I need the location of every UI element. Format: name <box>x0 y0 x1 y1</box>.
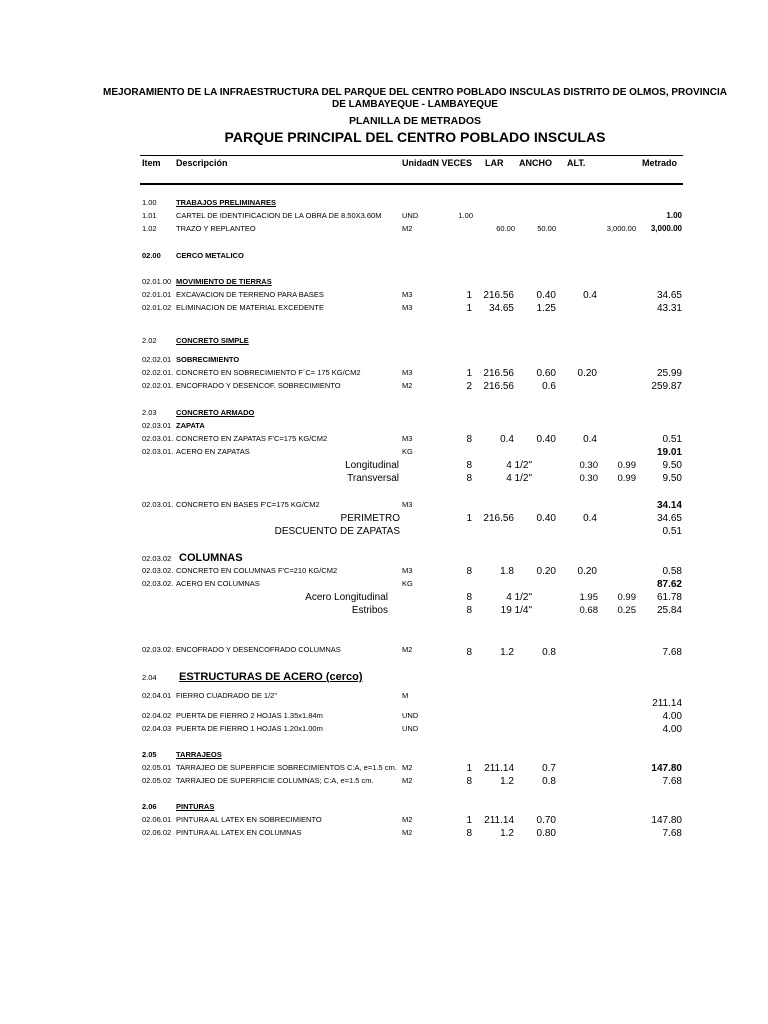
item-veces: 8 <box>466 647 472 658</box>
item-veces: 1 <box>466 763 472 774</box>
item-ancho: 0.40 <box>536 434 556 445</box>
item-description: EXCAVACION DE TERRENO PARA BASES <box>176 290 324 299</box>
item-alt: 0.4 <box>583 290 597 301</box>
item-lar: 60.00 <box>496 224 515 233</box>
item-description: CONCRETO EN SOBRECIMIENTO F´C= 175 KG/CM2 <box>176 368 361 377</box>
item-description: PINTURA AL LATEX EN SOBRECIMIENTO <box>176 815 322 824</box>
item-lar: 19 1/4" <box>500 605 532 616</box>
table-row <box>0 763 768 777</box>
item-alt: 0.30 <box>579 473 598 484</box>
item-metrado: 9.50 <box>662 460 682 471</box>
item-ancho: 0.8 <box>542 776 556 787</box>
item-ancho: 0.70 <box>536 815 556 826</box>
item-veces: 8 <box>466 460 472 471</box>
item-unit: M <box>402 691 409 700</box>
item-description: CONCRETO EN ZAPATAS F'C=175 KG/CM2 <box>176 434 328 443</box>
item-code: 02.06.02 <box>142 828 172 837</box>
item-metrado: 34.14 <box>656 500 682 511</box>
table-row <box>0 408 768 422</box>
section-title: CERCO METALICO <box>176 251 244 260</box>
document-subtitle: PLANILLA DE METRADOS <box>348 115 482 127</box>
item-partial: 0.25 <box>617 605 636 616</box>
item-ancho: 1.25 <box>536 303 556 314</box>
item-ancho: 0.20 <box>536 566 556 577</box>
item-metrado: 19.01 <box>656 447 682 458</box>
section-title: TARRAJEOS <box>176 750 222 759</box>
item-unit: M2 <box>402 763 413 772</box>
item-code: 02.03.01 <box>142 421 172 430</box>
item-code: 02.06.01 <box>142 815 172 824</box>
section-title: MOVIMIENTO DE TIERRAS <box>176 277 272 286</box>
item-code: 02.03.02. <box>142 645 174 654</box>
item-veces: 1 <box>466 303 472 314</box>
item-ancho: 0.60 <box>536 368 556 379</box>
item-unit: UND <box>402 711 419 720</box>
table-row <box>0 198 768 212</box>
item-metrado: 4.00 <box>662 711 682 722</box>
item-alt: 0.20 <box>577 368 597 379</box>
table-row <box>0 460 768 474</box>
item-unit: UND <box>402 211 419 220</box>
column-header-item: Item <box>142 158 161 168</box>
section-title: CONCRETO ARMADO <box>176 408 255 417</box>
table-row <box>0 711 768 725</box>
item-veces: 1 <box>466 290 472 301</box>
table-row <box>0 828 768 842</box>
item-unit: KG <box>402 579 413 588</box>
item-code: 02.01.00 <box>142 277 172 286</box>
item-code: 02.05.02 <box>142 776 172 785</box>
item-code: 02.03.01. <box>142 434 174 443</box>
item-metrado: 34.65 <box>656 290 682 301</box>
header-rule-top <box>140 155 683 156</box>
item-veces: 1.00 <box>458 211 473 220</box>
item-partial: 0.99 <box>617 460 636 471</box>
item-veces: 8 <box>466 434 472 445</box>
column-header-lar: LAR <box>485 158 504 168</box>
item-unit: M3 <box>402 290 413 299</box>
item-code: 02.02.01. <box>142 381 174 390</box>
item-description: ENCOFRADO Y DESENCOFRADO COLUMNAS <box>176 645 341 654</box>
item-alt: 0.4 <box>583 513 597 524</box>
item-description: PUERTA DE FIERRO 1 HOJAS 1.20x1.00m <box>176 724 323 733</box>
column-header-ancho: ANCHO <box>519 158 552 168</box>
table-row <box>0 211 768 225</box>
table-row <box>0 552 768 566</box>
item-description: ACERO EN COLUMNAS <box>176 579 260 588</box>
item-lar: 216.56 <box>483 381 514 392</box>
table-row <box>0 368 768 382</box>
item-code: 2.06 <box>142 802 157 811</box>
item-code: 2.02 <box>142 336 157 345</box>
item-description: CONCRETO EN BASES F'C=175 KG/CM2 <box>176 500 320 509</box>
item-veces: 8 <box>466 776 472 787</box>
item-lar: 211.14 <box>484 763 514 774</box>
subsection-title: COLUMNAS <box>179 552 243 564</box>
item-unit: M2 <box>402 224 413 233</box>
table-row <box>0 381 768 395</box>
item-metrado: 7.68 <box>662 647 682 658</box>
item-alt: 1.95 <box>579 592 598 603</box>
item-code: 02.04.01 <box>142 691 172 700</box>
column-header-descripcion: Descripción <box>176 158 228 168</box>
item-code: 2.04 <box>142 673 157 682</box>
item-lar: 0.4 <box>500 434 514 445</box>
item-unit: M3 <box>402 566 413 575</box>
table-row <box>0 513 768 527</box>
item-veces: 8 <box>466 473 472 484</box>
document-title-line2: DE LAMBAYEQUE - LAMBAYEQUE <box>332 99 498 110</box>
item-unit: M2 <box>402 776 413 785</box>
table-row <box>0 605 768 619</box>
item-description: PINTURA AL LATEX EN COLUMNAS <box>176 828 302 837</box>
item-code: 02.04.02 <box>142 711 172 720</box>
table-row <box>0 691 768 709</box>
item-code: 02.03.01. <box>142 500 174 509</box>
table-row <box>0 579 768 593</box>
table-row <box>0 421 768 435</box>
subsection-title: SOBRECIMIENTO <box>176 355 240 364</box>
item-metrado: 9.50 <box>662 473 682 484</box>
sub-item-label: PERIMETRO <box>340 513 400 524</box>
item-metrado: 259.87 <box>651 381 682 392</box>
table-row <box>0 750 768 764</box>
column-header-unidad-veces: UnidadN VECES <box>402 158 473 168</box>
sub-item-label: DESCUENTO DE ZAPATAS <box>274 526 400 537</box>
item-ancho: 0.6 <box>542 381 556 392</box>
item-lar: 4 1/2" <box>506 460 532 471</box>
table-row <box>0 447 768 461</box>
table-row <box>0 526 768 540</box>
item-ancho: 0.8 <box>542 647 556 658</box>
item-code: 1.02 <box>142 224 157 233</box>
item-veces: 8 <box>466 605 472 616</box>
item-unit: M3 <box>402 303 413 312</box>
item-metrado: 61.78 <box>656 592 682 603</box>
item-veces: 1 <box>466 368 472 379</box>
item-lar: 1.2 <box>500 776 514 787</box>
item-metrado: 147.80 <box>651 815 682 826</box>
item-veces: 8 <box>466 592 472 603</box>
item-metrado: 147.80 <box>651 763 682 774</box>
item-code: 1.00 <box>142 198 157 207</box>
item-unit: M3 <box>402 500 413 509</box>
item-veces: 1 <box>466 513 472 524</box>
item-ancho: 0.80 <box>536 828 556 839</box>
item-lar: 1.2 <box>500 828 514 839</box>
item-description: FIERRO CUADRADO DE 1/2" <box>176 691 278 700</box>
item-description: CONCRETO EN COLUMNAS F'C=210 KG/CM2 <box>176 566 338 575</box>
item-lar: 1.8 <box>500 566 514 577</box>
item-metrado: 211.14 <box>652 698 682 709</box>
table-row <box>0 724 768 738</box>
item-lar: 211.14 <box>484 815 514 826</box>
item-description: ACERO EN ZAPATAS <box>176 447 250 456</box>
item-code: 02.05.01 <box>142 763 172 772</box>
item-unit: M2 <box>402 381 413 390</box>
table-row <box>0 277 768 291</box>
item-ancho: 0.40 <box>536 290 556 301</box>
table-row <box>0 355 768 369</box>
header-rule-bottom <box>140 183 683 185</box>
item-veces: 1 <box>466 815 472 826</box>
sub-item-label: Longitudinal <box>345 460 399 471</box>
item-lar: 1.2 <box>500 647 514 658</box>
table-row <box>0 500 768 514</box>
item-metrado: 0.51 <box>662 434 682 445</box>
item-partial: 0.99 <box>617 473 636 484</box>
item-code: 02.00 <box>142 251 161 260</box>
item-metrado: 0.58 <box>662 566 682 577</box>
item-lar: 4 1/2" <box>506 473 532 484</box>
item-metrado: 43.31 <box>656 303 682 314</box>
section-title: ESTRUCTURAS DE ACERO (cerco) <box>179 671 363 683</box>
subsection-title: ZAPATA <box>176 421 205 430</box>
table-row <box>0 802 768 816</box>
table-row <box>0 592 768 606</box>
item-metrado: 0.51 <box>662 526 682 537</box>
sub-item-label: Acero Longitudinal <box>305 592 388 603</box>
item-description: TARRAJEO DE SUPERFICIE SOBRECIMIENTOS C:A, e=1.5 cm. <box>176 763 397 772</box>
item-lar: 216.56 <box>483 513 514 524</box>
table-row <box>0 224 768 238</box>
item-unit: M2 <box>402 828 413 837</box>
table-row <box>0 645 768 659</box>
item-unit: UND <box>402 724 419 733</box>
item-code: 02.03.01. <box>142 447 174 456</box>
table-row <box>0 566 768 580</box>
item-alt: 0.68 <box>579 605 598 616</box>
item-unit: M3 <box>402 368 413 377</box>
section-title: PINTURAS <box>176 802 215 811</box>
item-code: 02.02.01 <box>142 355 172 364</box>
item-metrado: 25.84 <box>656 605 682 616</box>
section-title: CONCRETO SIMPLE <box>176 336 249 345</box>
item-ancho: 0.40 <box>536 513 556 524</box>
item-veces: 8 <box>466 828 472 839</box>
item-code: 2.05 <box>142 750 157 759</box>
item-unit: M2 <box>402 815 413 824</box>
item-code: 02.01.02 <box>142 303 172 312</box>
item-lar: 216.56 <box>483 368 514 379</box>
item-metrado: 25.99 <box>656 368 682 379</box>
table-row <box>0 303 768 317</box>
item-code: 02.03.02. <box>142 566 174 575</box>
table-row <box>0 251 768 265</box>
item-description: ELIMINACION DE MATERIAL EXCEDENTE <box>176 303 324 312</box>
item-description: PUERTA DE FIERRO 2 HOJAS 1.35x1.84m <box>176 711 323 720</box>
item-metrado: 3,000.00 <box>650 224 682 233</box>
item-code: 02.03.02 <box>142 554 172 563</box>
item-ancho: 50.00 <box>537 224 556 233</box>
item-code: 1.01 <box>142 211 157 220</box>
item-code: 02.03.02. <box>142 579 174 588</box>
table-row <box>0 776 768 790</box>
table-row <box>0 336 768 350</box>
item-metrado: 1.00 <box>666 211 682 220</box>
item-lar: 4 1/2" <box>506 592 532 603</box>
table-row <box>0 434 768 448</box>
item-metrado: 7.68 <box>662 776 682 787</box>
item-code: 02.04.03 <box>142 724 172 733</box>
document-main-title: PARQUE PRINCIPAL DEL CENTRO POBLADO INSCULAS <box>224 129 606 145</box>
item-veces: 8 <box>466 566 472 577</box>
column-header-metrado: Metrado <box>642 158 678 168</box>
item-alt: 0.30 <box>579 460 598 471</box>
item-unit: M3 <box>402 434 413 443</box>
sub-item-label: Estribos <box>351 605 388 616</box>
item-metrado: 7.68 <box>662 828 682 839</box>
table-row <box>0 290 768 304</box>
table-row <box>0 815 768 829</box>
section-title: TRABAJOS PRELIMINARES <box>176 198 277 207</box>
item-description: TRAZO Y REPLANTEO <box>176 224 256 233</box>
item-unit: KG <box>402 447 413 456</box>
item-code: 2.03 <box>142 408 157 417</box>
item-metrado: 4.00 <box>662 724 682 735</box>
item-description: ENCOFRADO Y DESENCOF. SOBRECIMIENTO <box>176 381 341 390</box>
item-lar: 34.65 <box>488 303 514 314</box>
item-code: 02.01.01 <box>142 290 172 299</box>
table-row <box>0 671 768 685</box>
item-code: 02.02.01. <box>142 368 174 377</box>
item-lar: 216.56 <box>483 290 514 301</box>
item-metrado: 34.65 <box>656 513 682 524</box>
item-description: TARRAJEO DE SUPERFICIE COLUMNAS; C:A, e=1.5 cm. <box>176 776 374 785</box>
column-header-alt: ALT. <box>567 158 586 168</box>
item-veces: 2 <box>466 381 472 392</box>
table-row <box>0 473 768 487</box>
document-title-line1: MEJORAMIENTO DE LA INFRAESTRUCTURA DEL PARQUE DEL CENTRO POBLADO INSCULAS DISTRITO DE OLMOS, PROVINCIA <box>103 87 727 98</box>
item-metrado: 87.62 <box>656 579 682 590</box>
item-alt: 0.4 <box>583 434 597 445</box>
item-partial: 0.99 <box>617 592 636 603</box>
item-alt: 0.20 <box>577 566 597 577</box>
item-partial: 3,000.00 <box>606 224 636 233</box>
item-unit: M2 <box>402 645 413 654</box>
sub-item-label: Transversal <box>347 473 399 484</box>
item-description: CARTEL DE IDENTIFICACION DE LA OBRA DE 8.50X3.60M <box>176 211 382 220</box>
item-ancho: 0.7 <box>542 763 556 774</box>
